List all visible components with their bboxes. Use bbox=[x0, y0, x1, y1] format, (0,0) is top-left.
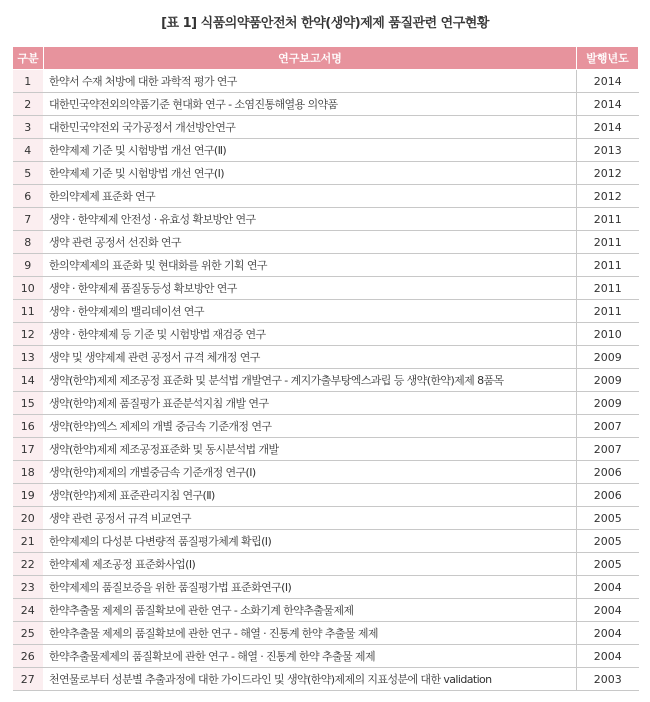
row-report-title: 생약(한약)제제 표준관리지침 연구(Ⅱ) bbox=[44, 484, 577, 507]
row-index: 19 bbox=[13, 484, 44, 507]
row-index: 25 bbox=[13, 622, 44, 645]
table-title: [표 1] 식품의약품안전처 한약(생약)제제 품질관련 연구현황 bbox=[161, 16, 489, 31]
row-report-title: 한약제제 기준 및 시험방법 개선 연구(Ⅰ) bbox=[44, 162, 577, 185]
row-year: 2005 bbox=[577, 553, 639, 576]
table-row bbox=[13, 576, 639, 599]
row-report-title: 생약 · 한약제제 품질동등성 확보방안 연구 bbox=[44, 277, 577, 300]
table-row bbox=[13, 346, 639, 369]
row-index: 14 bbox=[13, 369, 44, 392]
row-index: 26 bbox=[13, 645, 44, 668]
row-index: 17 bbox=[13, 438, 44, 461]
row-index: 12 bbox=[13, 323, 44, 346]
row-report-title: 대한민국약전외 국가공정서 개선방안연구 bbox=[44, 116, 577, 139]
row-year: 2011 bbox=[577, 300, 639, 323]
row-report-title: 한약서 수재 처방에 대한 과학적 평가 연구 bbox=[44, 70, 577, 93]
row-year: 2013 bbox=[577, 139, 639, 162]
table-row bbox=[13, 254, 639, 277]
row-index: 2 bbox=[13, 93, 44, 116]
row-year: 2005 bbox=[577, 507, 639, 530]
row-report-title: 생약 및 생약제제 관련 공정서 규격 체개정 연구 bbox=[44, 346, 577, 369]
table-row bbox=[13, 530, 639, 553]
row-report-title: 한약제제 기준 및 시험방법 개선 연구(Ⅱ) bbox=[44, 139, 577, 162]
row-year: 2005 bbox=[577, 530, 639, 553]
row-year: 2014 bbox=[577, 116, 639, 139]
table-row bbox=[13, 139, 639, 162]
row-report-title: 한의약제제의 표준화 및 현대화를 위한 기획 연구 bbox=[44, 254, 577, 277]
header-year: 발행년도 bbox=[577, 47, 639, 70]
row-report-title: 한약추출물제제의 품질확보에 관한 연구 - 해열 · 진통계 한약 추출물 제제 bbox=[44, 645, 577, 668]
table-row bbox=[13, 622, 639, 645]
row-year: 2012 bbox=[577, 162, 639, 185]
row-index: 24 bbox=[13, 599, 44, 622]
row-year: 2011 bbox=[577, 231, 639, 254]
row-index: 15 bbox=[13, 392, 44, 415]
row-report-title: 생약(한약)제제 제조공정 표준화 및 분석법 개발연구 - 계지가출부탕엑스과립 등 생약(한약)제제 8품목 bbox=[44, 369, 577, 392]
row-year: 2009 bbox=[577, 369, 639, 392]
row-index: 7 bbox=[13, 208, 44, 231]
row-report-title: 한약제제의 품질보증을 위한 품질평가법 표준화연구(Ⅰ) bbox=[44, 576, 577, 599]
table-row bbox=[13, 645, 639, 668]
row-index: 21 bbox=[13, 530, 44, 553]
row-index: 3 bbox=[13, 116, 44, 139]
row-report-title: 천연물로부터 성분별 추출과정에 대한 가이드라인 및 생약(한약)제제의 지표성분에 대한 validation bbox=[44, 668, 577, 691]
table-row bbox=[13, 438, 639, 461]
row-year: 2014 bbox=[577, 93, 639, 116]
row-index: 18 bbox=[13, 461, 44, 484]
row-index: 20 bbox=[13, 507, 44, 530]
header-index: 구분 bbox=[13, 47, 44, 70]
row-year: 2004 bbox=[577, 645, 639, 668]
row-year: 2010 bbox=[577, 323, 639, 346]
row-index: 16 bbox=[13, 415, 44, 438]
table-row bbox=[13, 369, 639, 392]
table-row bbox=[13, 185, 639, 208]
row-report-title: 생약(한약)제제의 개별중금속 기준개정 연구(Ⅰ) bbox=[44, 461, 577, 484]
row-year: 2007 bbox=[577, 438, 639, 461]
row-year: 2014 bbox=[577, 70, 639, 93]
row-year: 2011 bbox=[577, 254, 639, 277]
row-index: 22 bbox=[13, 553, 44, 576]
header-report-title: 연구보고서명 bbox=[44, 47, 577, 70]
row-report-title: 생약(한약)엑스 제제의 개별 중금속 기준개정 연구 bbox=[44, 415, 577, 438]
table-row bbox=[13, 599, 639, 622]
table-row bbox=[13, 507, 639, 530]
row-report-title: 대한민국약전외의약품기준 현대화 연구 - 소염진통해열용 의약품 bbox=[44, 93, 577, 116]
row-index: 4 bbox=[13, 139, 44, 162]
row-index: 1 bbox=[13, 70, 44, 93]
row-report-title: 한약추출물 제제의 품질확보에 관한 연구 - 해열 · 진통계 한약 추출물 제제 bbox=[44, 622, 577, 645]
row-index: 9 bbox=[13, 254, 44, 277]
table-row bbox=[13, 231, 639, 254]
research-report-table bbox=[12, 46, 639, 691]
row-report-title: 생약 · 한약제제 등 기준 및 시험방법 재검증 연구 bbox=[44, 323, 577, 346]
row-report-title: 생약 · 한약제제의 밸리데이션 연구 bbox=[44, 300, 577, 323]
row-year: 2006 bbox=[577, 461, 639, 484]
row-index: 27 bbox=[13, 668, 44, 691]
table-row bbox=[13, 116, 639, 139]
row-report-title: 한의약제제 표준화 연구 bbox=[44, 185, 577, 208]
row-year: 2004 bbox=[577, 599, 639, 622]
table-row bbox=[13, 553, 639, 576]
row-report-title: 생약 관련 공정서 규격 비교연구 bbox=[44, 507, 577, 530]
table-row bbox=[13, 461, 639, 484]
table-row bbox=[13, 93, 639, 116]
table-row bbox=[13, 484, 639, 507]
row-year: 2011 bbox=[577, 208, 639, 231]
table-row bbox=[13, 277, 639, 300]
row-year: 2011 bbox=[577, 277, 639, 300]
table-row bbox=[13, 668, 639, 691]
row-index: 8 bbox=[13, 231, 44, 254]
row-year: 2012 bbox=[577, 185, 639, 208]
row-year: 2007 bbox=[577, 415, 639, 438]
row-year: 2009 bbox=[577, 346, 639, 369]
row-report-title: 한약제제 제조공정 표준화사업(Ⅰ) bbox=[44, 553, 577, 576]
row-index: 23 bbox=[13, 576, 44, 599]
table-header-row bbox=[13, 47, 639, 70]
table-row bbox=[13, 300, 639, 323]
row-report-title: 생약(한약)제제 품질평가 표준분석지침 개발 연구 bbox=[44, 392, 577, 415]
table-row bbox=[13, 162, 639, 185]
row-year: 2004 bbox=[577, 576, 639, 599]
row-year: 2006 bbox=[577, 484, 639, 507]
row-report-title: 한약제제의 다성분 다변량적 품질평가체계 확립(Ⅰ) bbox=[44, 530, 577, 553]
row-report-title: 생약(한약)제제 제조공정표준화 및 동시분석법 개발 bbox=[44, 438, 577, 461]
row-report-title: 생약 · 한약제제 안전성 · 유효성 확보방안 연구 bbox=[44, 208, 577, 231]
table-row bbox=[13, 70, 639, 93]
row-year: 2004 bbox=[577, 622, 639, 645]
table-row bbox=[13, 392, 639, 415]
row-report-title: 한약추출물 제제의 품질확보에 관한 연구 - 소화기계 한약추출물제제 bbox=[44, 599, 577, 622]
row-year: 2003 bbox=[577, 668, 639, 691]
table-row bbox=[13, 415, 639, 438]
table-row bbox=[13, 208, 639, 231]
row-index: 10 bbox=[13, 277, 44, 300]
row-year: 2009 bbox=[577, 392, 639, 415]
row-index: 13 bbox=[13, 346, 44, 369]
row-report-title: 생약 관련 공정서 선진화 연구 bbox=[44, 231, 577, 254]
row-index: 6 bbox=[13, 185, 44, 208]
row-index: 5 bbox=[13, 162, 44, 185]
table-row bbox=[13, 323, 639, 346]
row-index: 11 bbox=[13, 300, 44, 323]
